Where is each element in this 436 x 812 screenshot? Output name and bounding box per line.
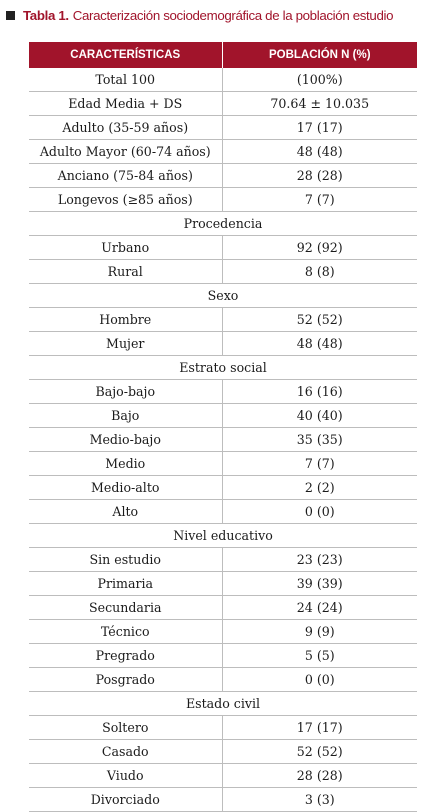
characteristic-cell: Medio-alto — [29, 476, 222, 500]
population-cell: 92 (92) — [222, 236, 417, 260]
header-row — [29, 42, 417, 68]
section-title: Procedencia — [29, 212, 417, 236]
table-row — [29, 116, 417, 140]
population-cell: 52 (52) — [222, 740, 417, 764]
sociodemographic-table — [29, 42, 417, 812]
characteristic-cell: Divorciado — [29, 788, 222, 812]
characteristic-cell: Viudo — [29, 764, 222, 788]
characteristic-cell: Bajo-bajo — [29, 380, 222, 404]
section-title: Nivel educativo — [29, 524, 417, 548]
population-cell: 0 (0) — [222, 668, 417, 692]
table-row — [29, 236, 417, 260]
population-cell: (100%) — [222, 68, 417, 92]
characteristic-cell: Soltero — [29, 716, 222, 740]
characteristic-cell: Primaria — [29, 572, 222, 596]
table-row — [29, 260, 417, 284]
table-row — [29, 68, 417, 92]
population-cell: 5 (5) — [222, 644, 417, 668]
population-cell: 9 (9) — [222, 620, 417, 644]
characteristic-cell: Posgrado — [29, 668, 222, 692]
section-title: Estado civil — [29, 692, 417, 716]
table-row — [29, 548, 417, 572]
table-row — [29, 572, 417, 596]
section-row — [29, 284, 417, 308]
characteristic-cell: Técnico — [29, 620, 222, 644]
table-row — [29, 500, 417, 524]
table-row — [29, 308, 417, 332]
section-row — [29, 692, 417, 716]
characteristic-cell: Adulto (35-59 años) — [29, 116, 222, 140]
section-row — [29, 524, 417, 548]
characteristic-cell: Urbano — [29, 236, 222, 260]
table-header — [29, 42, 417, 68]
table-row — [29, 332, 417, 356]
table-row — [29, 668, 417, 692]
table-row — [29, 404, 417, 428]
table-row — [29, 716, 417, 740]
table-row — [29, 164, 417, 188]
population-cell: 70.64 ± 10.035 — [222, 92, 417, 116]
population-cell: 52 (52) — [222, 308, 417, 332]
table-row — [29, 476, 417, 500]
characteristic-cell: Secundaria — [29, 596, 222, 620]
section-row — [29, 356, 417, 380]
table-row — [29, 452, 417, 476]
table-row — [29, 620, 417, 644]
population-cell: 39 (39) — [222, 572, 417, 596]
population-cell: 16 (16) — [222, 380, 417, 404]
table-row — [29, 92, 417, 116]
population-cell: 3 (3) — [222, 788, 417, 812]
table-row — [29, 188, 417, 212]
population-cell: 48 (48) — [222, 140, 417, 164]
characteristic-cell: Medio — [29, 452, 222, 476]
population-cell: 24 (24) — [222, 596, 417, 620]
table-row — [29, 596, 417, 620]
table-body — [29, 68, 417, 812]
population-cell: 8 (8) — [222, 260, 417, 284]
column-header-population: POBLACIÓN N (%) — [222, 42, 417, 68]
characteristic-cell: Edad Media + DS — [29, 92, 222, 116]
population-cell: 7 (7) — [222, 452, 417, 476]
section-title: Sexo — [29, 284, 417, 308]
characteristic-cell: Alto — [29, 500, 222, 524]
table-row — [29, 740, 417, 764]
characteristic-cell: Bajo — [29, 404, 222, 428]
population-cell: 0 (0) — [222, 500, 417, 524]
characteristic-cell: Medio-bajo — [29, 428, 222, 452]
caption-text: Caracterización sociodemográfica de la población estudio — [72, 7, 394, 23]
population-cell: 7 (7) — [222, 188, 417, 212]
table-row — [29, 764, 417, 788]
characteristic-cell: Mujer — [29, 332, 222, 356]
characteristic-cell: Rural — [29, 260, 222, 284]
characteristic-cell: Adulto Mayor (60-74 años) — [29, 140, 222, 164]
population-cell: 17 (17) — [222, 716, 417, 740]
characteristic-cell: Sin estudio — [29, 548, 222, 572]
population-cell: 28 (28) — [222, 164, 417, 188]
column-header-characteristics: CARACTERÍSTICAS — [29, 42, 222, 68]
population-cell: 17 (17) — [222, 116, 417, 140]
section-title: Estrato social — [29, 356, 417, 380]
characteristic-cell: Longevos (≥85 años) — [29, 188, 222, 212]
population-cell: 48 (48) — [222, 332, 417, 356]
table-row — [29, 428, 417, 452]
characteristic-cell: Hombre — [29, 308, 222, 332]
section-row — [29, 212, 417, 236]
table-row — [29, 380, 417, 404]
table-row — [29, 788, 417, 812]
population-cell: 28 (28) — [222, 764, 417, 788]
characteristic-cell: Pregrado — [29, 644, 222, 668]
characteristic-cell: Total 100 — [29, 68, 222, 92]
square-bullet-icon — [6, 11, 15, 20]
population-cell: 35 (35) — [222, 428, 417, 452]
characteristic-cell: Casado — [29, 740, 222, 764]
caption-label: Tabla 1. — [23, 7, 69, 23]
table-row — [29, 140, 417, 164]
characteristic-cell: Anciano (75-84 años) — [29, 164, 222, 188]
population-cell: 23 (23) — [222, 548, 417, 572]
population-cell: 40 (40) — [222, 404, 417, 428]
table-caption — [6, 4, 434, 26]
population-cell: 2 (2) — [222, 476, 417, 500]
table-row — [29, 644, 417, 668]
